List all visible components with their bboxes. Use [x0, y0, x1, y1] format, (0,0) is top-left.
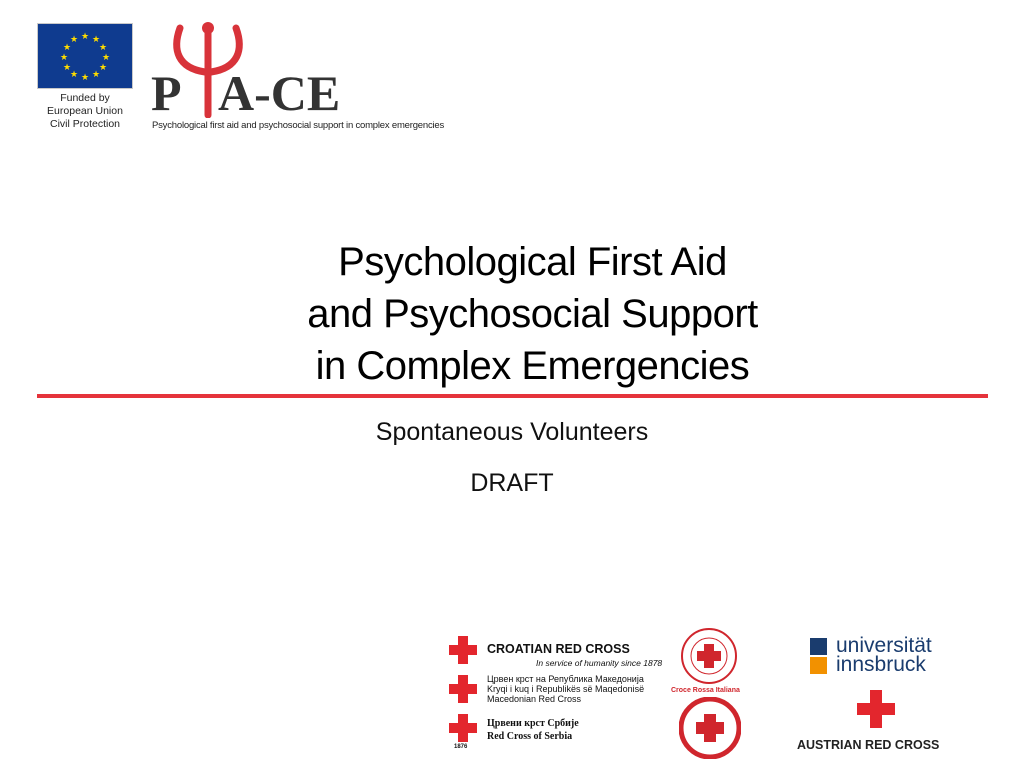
innsbruck-line: universität [836, 634, 932, 657]
title-line: in Complex Emergencies [315, 344, 750, 388]
red-cross-icon [449, 636, 477, 664]
macedonian-line: Macedonian Red Cross [487, 694, 582, 704]
svg-text:P: P [151, 65, 182, 118]
eu-caption-line: European Union [47, 105, 123, 117]
svg-text:★: ★ [62, 43, 72, 53]
innsbruck-line: innsbruck [836, 653, 926, 676]
title-line: Psychological First Aid [338, 240, 727, 284]
svg-text:A-CE: A-CE [218, 65, 341, 118]
draft-label: DRAFT [470, 469, 554, 497]
eu-funding-caption [30, 92, 140, 131]
innsbruck-name [836, 636, 932, 674]
svg-text:★: ★ [59, 53, 69, 63]
slovenian-emblem-icon [679, 697, 741, 759]
psyace-logo [148, 20, 393, 118]
innsbruck-blue-square-icon [810, 638, 827, 655]
italian-emblem-icon [680, 627, 738, 685]
eu-caption-line: Funded by [60, 92, 110, 104]
austrian-red-cross-name: AUSTRIAN RED CROSS [797, 738, 940, 752]
svg-text:★: ★ [80, 73, 90, 83]
macedonian-line: Kryqi i kuq i Republikës së Maqedonisë [487, 684, 645, 694]
eu-caption-line: Civil Protection [49, 118, 121, 130]
svg-text:★: ★ [69, 70, 79, 80]
red-cross-icon [449, 675, 477, 703]
serbian-line: Red Cross of Serbia [487, 731, 573, 742]
svg-text:★: ★ [101, 53, 111, 63]
eu-flag-icon [37, 23, 133, 89]
red-cross-icon [449, 714, 477, 742]
slide-title [220, 236, 845, 392]
svg-text:★: ★ [91, 35, 101, 45]
title-divider [37, 394, 988, 398]
svg-text:★: ★ [69, 35, 79, 45]
red-cross-icon [857, 690, 895, 728]
svg-text:★: ★ [91, 70, 101, 80]
italian-red-cross-name: Croce Rossa Italiana [671, 687, 740, 694]
innsbruck-orange-square-icon [810, 657, 827, 674]
serbian-line: Црвени крст Србије [487, 718, 579, 729]
slide-subtitle: Spontaneous Volunteers [375, 418, 649, 446]
title-line: and Psychosocial Support [307, 292, 758, 336]
macedonian-line: Црвен крст на Република Македонија [487, 674, 644, 684]
serbian-year: 1876 [454, 744, 468, 750]
svg-text:★: ★ [98, 43, 108, 53]
svg-text:★: ★ [80, 32, 90, 42]
svg-text:★: ★ [62, 63, 72, 73]
svg-text:★: ★ [98, 63, 108, 73]
psyace-tagline: Psychological first aid and psychosocial support in complex emergencies [152, 120, 445, 131]
croatian-red-cross-name: CROATIAN RED CROSS [487, 642, 630, 656]
croatian-red-cross-motto: In service of humanity since 1878 [536, 658, 663, 668]
